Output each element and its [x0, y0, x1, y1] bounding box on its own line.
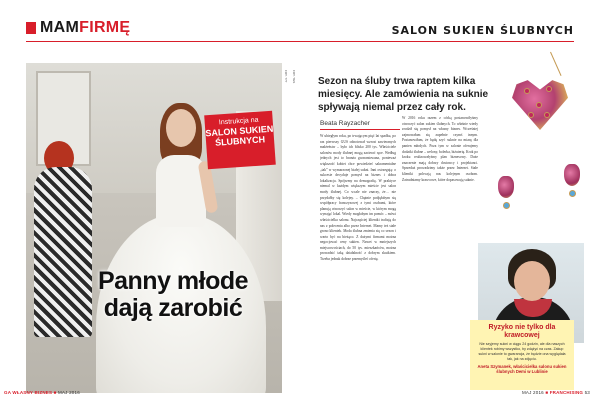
- earring-stone: [503, 202, 510, 209]
- instruction-tag-line2: SALON SUKIEN ŚLUBNYCH: [205, 123, 274, 148]
- pendant-gem: [528, 112, 534, 118]
- photo-credit-1: FOT. ???: [284, 70, 288, 83]
- footer-page-number: 53: [584, 390, 590, 395]
- seamstress-figure: [34, 167, 92, 337]
- pendant-gem: [544, 112, 550, 118]
- article-author: Beata Rayzacher: [320, 120, 370, 127]
- footer-right-section: FRANCHISING: [549, 390, 584, 395]
- earring-left: [498, 176, 514, 198]
- brand-title: [40, 19, 130, 37]
- photo-credit-2: FOT. YES: [292, 70, 296, 84]
- footer-right-issue: MAJ 2016: [521, 390, 544, 395]
- footer-right-separator: ■: [545, 390, 549, 395]
- footer-left-magazine: GA WŁASNY BIZNES: [4, 390, 53, 395]
- brand-logo-square: [26, 22, 36, 34]
- earring-right: [564, 164, 580, 186]
- author-underline: [320, 129, 400, 130]
- article-column-1: W ubiegłym roku, po trwającym pięć lat spadku, po raz pierwszy GUS odnotował wzrost zawieranych małżeństw – było ich blisko 200 tys. Właściciele salonów mody ślubnej mogą zacierać ręce. Według jednych jest to branża gwarantowana, ponieważ większość kobiet chce powiedzieć sakramentalne „tak” w wymarzonej białej sukni. Inni ostrzegają: o sukcesie decyduje pomysł na biznes i dobra lokalizacja. Spójrzmy na demografię. W praktyce niemal w każdym większym mieście jest salon mody ślubnej. Co wcale nie znaczy, że… nie przydałby się kolejny. – Chętnie podjęłabym się współpracy franczyzowej z tymi osobami, które planują otworzyć salon w mieście, w którym mogą wynająć lokal. Wtedy mogłabym im pomóc – mówi właścicielka salonu. Najczęściej klientki trafiają do nas z polecenia albo przez Internet. Mamy też stałe grono klientek. Moda ślubna zmienia się co sezon i warto być na bieżąco. Z dużymi firmami można negocjować ceny sukien. Nawet w mniejszych miejscowościach, do 50 tys. mieszkańców, można prowadzić taką działalność z dobrym skutkiem. Trzeba jednak dobrze przemyśleć ofertę.: [320, 134, 396, 262]
- article-lead: Sezon na śluby trwa raptem kilka miesięcy. Ale zamówienia na suknie spływają niemal przez cały rok.: [318, 76, 489, 113]
- section-title: SALON SUKIEN ŚLUBNYCH: [391, 24, 574, 37]
- pendant-gem: [536, 102, 542, 108]
- pendant-gem: [524, 88, 530, 94]
- brand-part-firme: FIRMĘ: [79, 19, 131, 36]
- footer-left-issue: MAJ 2016: [58, 390, 80, 395]
- quote-signature: Aneta Szymanek, właścicielka salonu sukien ślubnych Demi w Lublinie: [477, 364, 567, 375]
- article-column-2: W 2016 roku razem z córką postanowiłyśmy otworzyć salon sukien ślubnych. To właśnie wtedy zrodził się pomysł na własny biznes. Wcześniej zajmowałam się zupełnie czymś innym. Postanowiłam, że będę szyć suknie na miarę dla panien młodych. Poza tym w salonie oferujemy dodatki ślubne – welony, bolerka, biżuterię. Krok po kroku realizowałyśmy plan biznesowy. Duże znaczenie mają dobrzy dostawcy i projektanci. Sprzedaż prowadzimy także przez Internet. Stałe klientki polecają nas kolejnym osobom. Zatrudniamy krawcowe, które dopasowują suknie.: [402, 116, 478, 182]
- earring-stone: [569, 190, 576, 197]
- bride-face: [166, 109, 196, 147]
- instruction-tag: [204, 111, 276, 170]
- pendant-gem: [546, 86, 552, 92]
- footer-right: [522, 390, 590, 395]
- photo-headline: Panny młode dają zarobić: [97, 267, 249, 322]
- heart-pendant: [506, 72, 574, 136]
- heart-pendant-jewelry: [494, 52, 594, 240]
- quote-text: Nie szyjemy sukni w ciągu 24 godzin, ale dla naszych klientek robimy wszystko, by zdążyć na czas. Zakup sukni w salonie to gwarancja, że będzie ona wyglądała tak, jak na zdjęciu.: [478, 342, 566, 361]
- quote-title: Ryzyko nie tylko dla krawcowej: [488, 324, 556, 339]
- photo-credits: [284, 70, 302, 150]
- header-divider: [26, 41, 574, 42]
- portrait-face: [514, 261, 550, 301]
- footer-left: [4, 390, 80, 395]
- brand-part-mam: MAM: [40, 19, 80, 36]
- quote-box: [470, 320, 574, 390]
- footer-left-separator: ■: [53, 390, 57, 395]
- instruction-tag-line1: Instrukcja na: [218, 116, 259, 127]
